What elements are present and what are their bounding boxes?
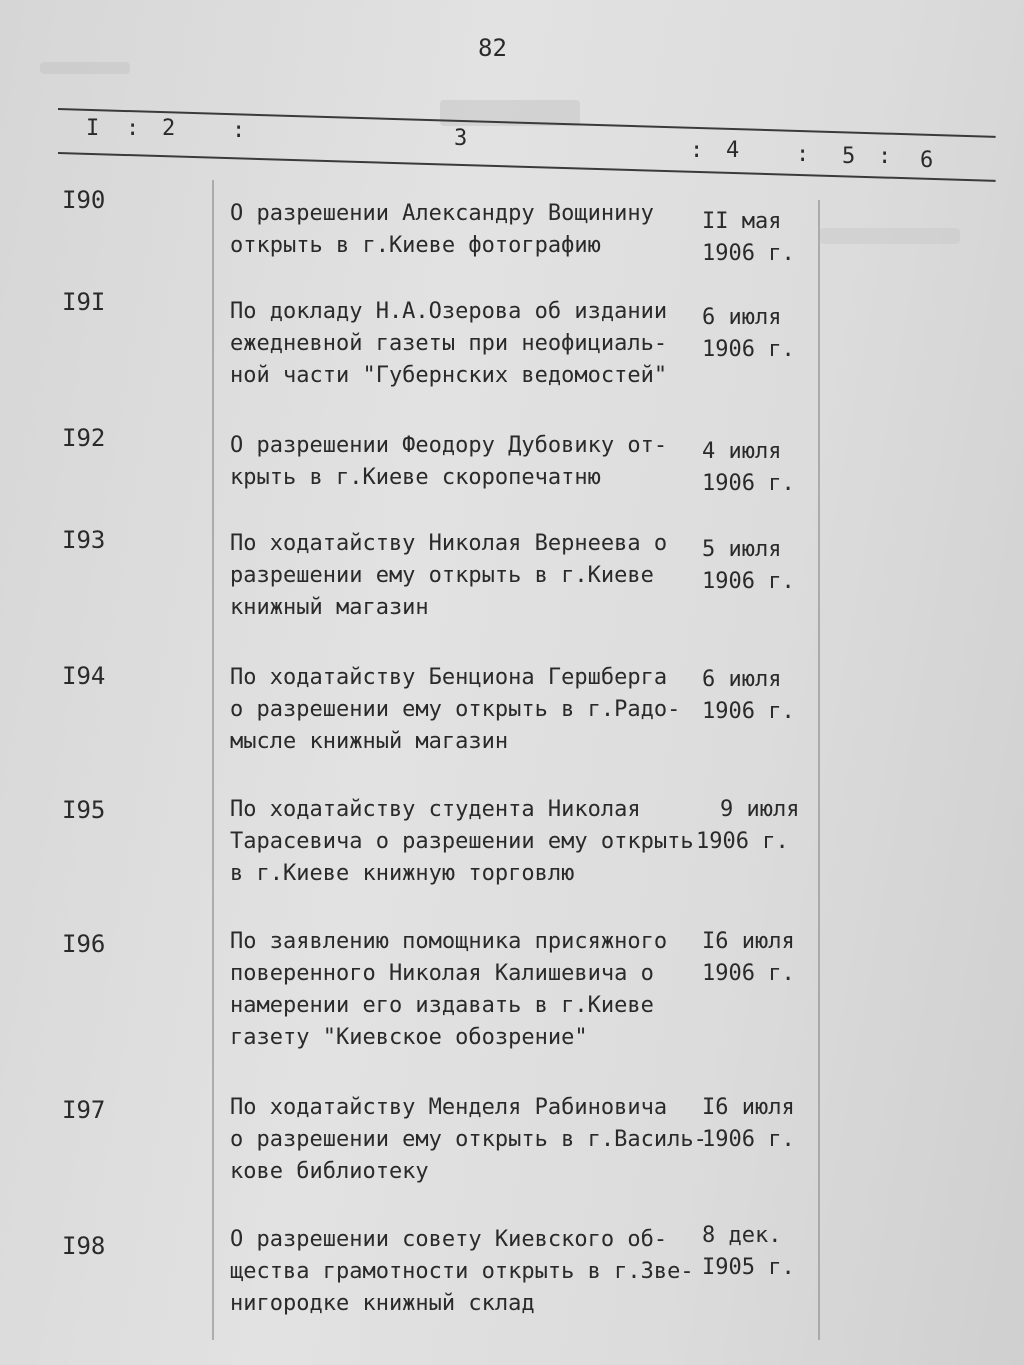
entry-description-line: газету "Киевское обозрение"	[230, 1025, 588, 1050]
column-separator: :	[878, 144, 892, 169]
entry-description	[230, 528, 700, 624]
column-divider	[212, 180, 214, 1340]
entry-date-line: 6 июля	[702, 667, 782, 692]
entry-description-line: О разрешении совету Киевского об-	[230, 1227, 668, 1252]
entry-description-line: По заявлению помощника присяжного	[230, 929, 668, 954]
entry-date-line: 1906 г.	[702, 699, 795, 724]
entry-date	[702, 926, 795, 990]
entry-number: I98	[62, 1232, 106, 1260]
entry-description-line: намерении его издавать в г.Киеве	[230, 993, 654, 1018]
entry-description-line: ежедневной газеты при неофициаль-	[230, 331, 668, 356]
column-divider	[818, 200, 820, 1340]
column-header-2: 2	[162, 116, 176, 141]
column-header-5: 5	[842, 144, 856, 169]
entry-description-line: По ходатайству Николая Вернеева о	[230, 531, 668, 556]
entry-description-line: кове библиотеку	[230, 1159, 429, 1184]
entry-date-line: 1906 г.	[702, 1127, 795, 1152]
entry-date-line: 1906 г.	[702, 569, 795, 594]
entry-description	[230, 794, 700, 890]
entry-date-line: I6 июля	[702, 1095, 795, 1120]
entry-description-line: Тарасевича о разрешении ему открыть	[230, 829, 694, 854]
column-header-6: 6	[920, 148, 934, 173]
entry-number: I9I	[62, 288, 106, 316]
entry-date-line: 5 июля	[702, 537, 782, 562]
entry-date-line: 1906 г.	[696, 829, 789, 854]
entry-description-line: По ходатайству студента Николая	[230, 797, 641, 822]
entry-date	[702, 534, 795, 598]
entry-description-line: о разрешении ему открыть в г.Василь-	[230, 1127, 707, 1152]
entry-date	[702, 664, 795, 728]
entry-number: I95	[62, 796, 106, 824]
entry-description	[230, 430, 700, 494]
entry-description-line: По докладу Н.А.Озерова об издании	[230, 299, 668, 324]
entry-number: I90	[62, 186, 106, 214]
entry-number: I94	[62, 662, 106, 690]
entry-description-line: нигородке книжный склад	[230, 1291, 535, 1316]
column-separator: :	[126, 116, 140, 141]
entry-description-line: о разрешении ему открыть в г.Радо-	[230, 697, 681, 722]
entry-description-line: ной части "Губернских ведомостей"	[230, 363, 668, 388]
entry-description	[230, 1092, 707, 1188]
entry-description-line: О разрешении Феодору Дубовику от-	[230, 433, 668, 458]
entry-description-line: открыть в г.Киеве фотографию	[230, 233, 601, 258]
column-separator: :	[690, 138, 704, 163]
entry-description	[230, 1224, 700, 1320]
entry-description	[230, 198, 700, 262]
entry-date-line: 6 июля	[702, 305, 782, 330]
entry-date-line: I6 июля	[702, 929, 795, 954]
bleed-through-mark	[820, 228, 960, 244]
entry-date	[702, 1220, 795, 1284]
entry-date-line: 1906 г.	[702, 471, 795, 496]
entry-description-line: поверенного Николая Калишевича о	[230, 961, 654, 986]
column-separator: :	[232, 118, 246, 143]
entry-description	[230, 296, 700, 392]
entry-description-line: разрешении ему открыть в г.Киеве	[230, 563, 654, 588]
entry-description-line: По ходатайству Менделя Рабиновича	[230, 1095, 668, 1120]
entry-description	[230, 662, 700, 758]
column-separator: :	[796, 142, 810, 167]
entry-description-line: По ходатайству Бенциона Гершберга	[230, 665, 668, 690]
entry-number: I93	[62, 526, 106, 554]
entry-date	[702, 302, 795, 366]
entry-description-line: щества грамотности открыть в г.Зве-	[230, 1259, 694, 1284]
column-header-3: 3	[454, 126, 468, 151]
bleed-through-mark	[40, 62, 130, 74]
entry-description-line: крыть в г.Киеве скоропечатню	[230, 465, 601, 490]
entry-date	[702, 206, 795, 270]
entry-description-line: О разрешении Александру Вощинину	[230, 201, 654, 226]
entry-date-line: 1906 г.	[702, 241, 795, 266]
entry-date-line: 1906 г.	[702, 961, 795, 986]
entry-date-line: I905 г.	[702, 1255, 795, 1280]
entry-date-line: 4 июля	[702, 439, 782, 464]
entry-number: I97	[62, 1096, 106, 1124]
column-header-1: I	[86, 116, 100, 141]
entry-date-line: 9 июля	[720, 797, 800, 822]
entry-number: I96	[62, 930, 106, 958]
entry-description	[230, 926, 700, 1054]
entry-date	[702, 436, 795, 500]
entry-date	[702, 1092, 795, 1156]
entry-description-line: книжный магазин	[230, 595, 429, 620]
entry-date-line: 8 дек.	[702, 1223, 782, 1248]
page-number: 82	[478, 34, 507, 62]
entry-date	[696, 794, 800, 858]
entry-date-line: 1906 г.	[702, 337, 795, 362]
entry-number: I92	[62, 424, 106, 452]
entry-description-line: в г.Киеве книжную торговлю	[230, 861, 575, 886]
column-header-4: 4	[726, 138, 740, 163]
entry-description-line: мысле книжный магазин	[230, 729, 509, 754]
entry-date-line: II мая	[702, 209, 782, 234]
